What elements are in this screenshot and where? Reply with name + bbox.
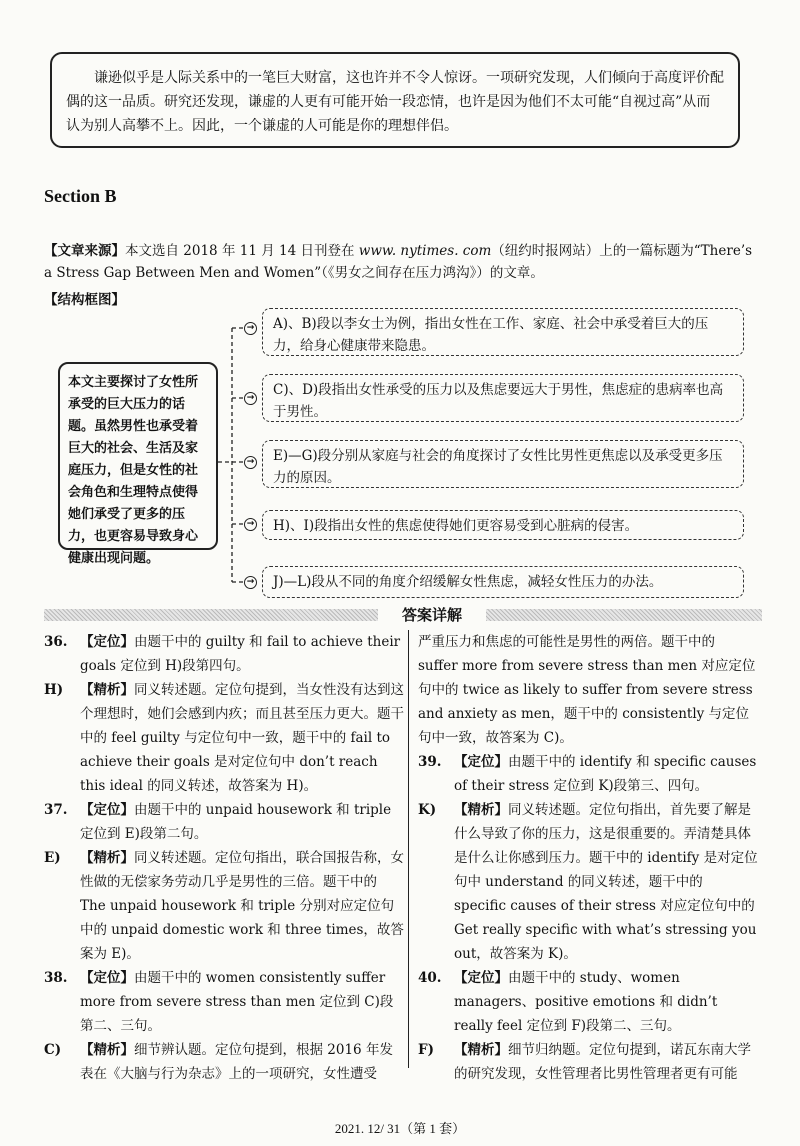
arrow-icon: → [244,392,257,405]
answer-column-left [44,630,404,1086]
item-text: 由题干中的 unpaid housework 和 triple 定位到 E)段第二句。 [80,802,392,842]
item-tag: 【精析】 [454,1042,508,1058]
arrow-icon: → [244,456,257,469]
answer-item [44,630,404,678]
branch-text: J)—L)段从不同的角度介绍缓解女性焦虑，减轻女性压力的办法。 [273,574,663,590]
answer-banner-title: 答案详解 [401,606,462,624]
column-divider [408,630,409,1068]
structure-branch-5 [262,566,744,598]
structure-branch-4 [262,510,744,540]
answer-item [44,846,404,966]
answer-item [418,750,758,798]
answer-banner [44,604,762,626]
item-text: 同义转述题。定位句提到，当女性没有达到这个理想时，她们会感到内疚；而且甚至压力更大。题干中的 feel guilty 与定位句中一致，题干中的 fail to achieve their goals 是对定位句中 don’t reach this ideal 的同义转述，故答案为 H)。 [80,682,404,794]
answer-item [418,630,758,750]
item-number: K) [418,802,437,818]
answer-item [44,678,404,798]
item-number: C) [44,1042,62,1058]
item-text: 同义转述题。定位句指出，联合国报告称，女性做的无偿家务劳动几乎是男性的三倍。题干中的 The unpaid housework 和 triple 分别对应定位句中的 unpaid domestic work 和 three times，故答案为 E)。 [80,850,404,962]
answer-item [44,966,404,1038]
arrow-icon: → [244,576,257,589]
branch-text: H)、I)段指出女性的焦虑使得她们更容易受到心脏病的侵害。 [273,518,639,534]
section-title: Section B [44,186,117,206]
answer-item [418,798,758,966]
answer-item [418,1038,758,1086]
arrow-icon: → [244,322,257,335]
structure-branch-1 [262,308,744,356]
source-text-post: （纽约时报网站）上的一篇标题为“There’s a Stress Gap Between Men and Women”（《男女之间存在压力鸿沟》）的文章。 [44,243,753,281]
branch-text: E)—G)段分别从家庭与社会的角度探讨了女性比男性更焦虑以及承受更多压力的原因。 [273,448,723,486]
item-tag: 【精析】 [80,1042,134,1058]
item-tag: 【精析】 [454,802,508,818]
item-number: F) [418,1042,434,1058]
structure-summary: 本文主要探讨了女性所承受的巨大压力的话题。虽然男性也承受着巨大的社会、生活及家庭压力，但是女性的社会角色和生理特点使得她们承受了更多的压力，也更容易导致身心健康出现问题。 [68,375,199,566]
answer-item [418,966,758,1038]
banner-stripe-right [486,609,762,621]
item-text: 严重压力和焦虑的可能性是男性的两倍。题干中的 suffer more from severe stress than men 对应定位句中的 twice as likely to suffer from severe stress and anxiety as men，题干中的 consistently 与定位句中一致，故答案为 C)。 [418,634,756,746]
item-tag: 【定位】 [454,970,508,986]
item-number: 39. [418,754,442,770]
item-number: 40. [418,970,442,986]
item-text: 由题干中的 study、women managers、positive emotions 和 didn’t really feel 定位到 F)段第二、三句。 [454,970,718,1034]
branch-text: A)、B)段以李女士为例，指出女性在工作、家庭、社会中承受着巨大的压力，给身心健康带来隐患。 [273,316,709,354]
source-label: 【文章来源】 [44,243,125,259]
branch-text: C)、D)段指出女性承受的压力以及焦虑要远大于男性，焦虑症的患病率也高于男性。 [273,382,724,420]
answer-column-right [418,630,758,1086]
item-tag: 【定位】 [80,802,134,818]
source-text-pre: 本文选自 2018 年 11 月 14 日刊登在 [125,243,359,259]
item-tag: 【精析】 [80,850,134,866]
item-text: 由题干中的 women consistently suffer more from severe stress than men 定位到 C)段第二、三句。 [80,970,394,1034]
item-number: 37. [44,802,68,818]
item-tag: 【定位】 [80,634,134,650]
source-site: www. nytimes. com [358,243,492,259]
structure-branch-3 [262,440,744,488]
answer-item [44,798,404,846]
structure-branch-2 [262,374,744,422]
banner-stripe-left [44,609,378,621]
item-number: E) [44,850,61,866]
item-text: 同义转述题。定位句指出，首先要了解是什么导致了你的压力，这是很重要的。弄清楚具体是什么让你感到压力。题干中的 identify 是对定位句中 understand 的同义转述，题干中的 specific causes of their stress 对应定位句中的 Get really specific with what’s stressing you out，故答案为 K)。 [454,802,758,962]
item-text: 细节辨认题。定位句提到，根据 2016 年发表在《大脑与行为杂志》上的一项研究，女性遭受 [80,1042,393,1082]
answer-item [44,1038,404,1086]
item-text: 由题干中的 identify 和 specific causes of their stress 定位到 K)段第三、四句。 [454,754,757,794]
item-number: 36. [44,634,68,650]
page-footer: 2021. 12/ 31（第 1 套） [334,1121,466,1136]
item-tag: 【定位】 [80,970,134,986]
item-text: 细节归纳题。定位句提到，诺瓦东南大学的研究发现，女性管理者比男性管理者更有可能 [454,1042,751,1082]
structure-label: 【结构框图】 [44,292,125,308]
item-text: 由题干中的 guilty 和 fail to achieve their goals 定位到 H)段第四句。 [80,634,401,674]
item-tag: 【精析】 [80,682,134,698]
arrow-icon: → [244,518,257,531]
item-number: H) [44,682,64,698]
item-tag: 【定位】 [454,754,508,770]
translation-text: 谦逊似乎是人际关系中的一笔巨大财富，这也许并不令人惊讶。一项研究发现，人们倾向于高度评价配偶的这一品质。研究还发现，谦虚的人更有可能开始一段恋情，也许是因为他们不太可能“自视过高”从而认为别人高攀不上。因此，一个谦虚的人可能是你的理想伴侣。 [66,70,724,134]
item-number: 38. [44,970,68,986]
